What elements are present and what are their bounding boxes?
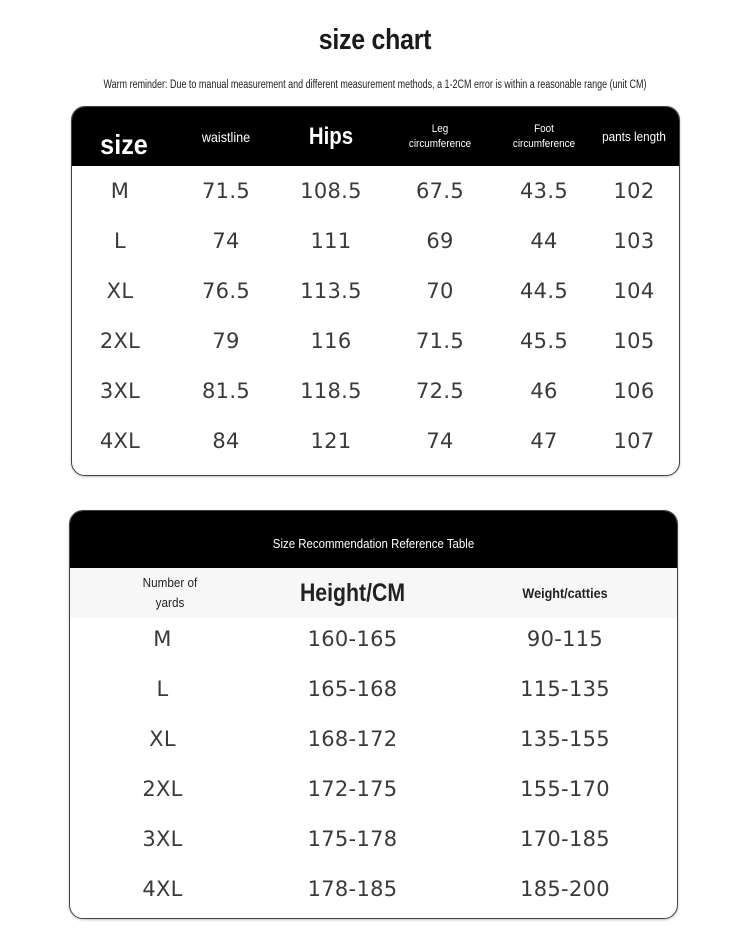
cell-height: 172-175: [307, 777, 398, 801]
cell-leg-circumference: 67.5: [416, 179, 464, 203]
cell-waistline: 81.5: [202, 379, 250, 403]
cell-foot-circumference: 43.5: [520, 179, 568, 203]
cell-yards: 2XL: [142, 777, 183, 801]
header-foot-circumference: [499, 107, 589, 166]
table-row: [70, 664, 677, 714]
cell-pants-length: 105: [613, 329, 655, 353]
cell-leg-circumference: 70: [426, 279, 454, 303]
cell-pants-length: 104: [613, 279, 655, 303]
cell-size: 2XL: [99, 329, 141, 353]
cell-waistline: 76.5: [202, 279, 250, 303]
size-table: [71, 106, 680, 476]
cell-height: 165-168: [307, 677, 398, 701]
recommendation-table: [69, 510, 678, 919]
cell-height: 168-172: [307, 727, 398, 751]
cell-leg-circumference: 74: [426, 429, 454, 453]
cell-height: 178-185: [307, 877, 398, 901]
cell-leg-circumference: 69: [426, 229, 454, 253]
cell-foot-circumference: 44: [530, 229, 558, 253]
cell-yards: L: [156, 677, 169, 701]
cell-weight: 185-200: [520, 877, 610, 901]
header-leg-line1: Leg: [431, 122, 449, 135]
cell-hips: 113.5: [300, 279, 362, 303]
header-waistline: waistline: [201, 128, 251, 145]
table-row: [72, 166, 679, 216]
table-row: [72, 316, 679, 366]
header-leg-line2: circumference: [408, 137, 472, 150]
table-row: [72, 216, 679, 266]
header-yards-line1: Number of: [142, 575, 198, 590]
cell-weight: 155-170: [520, 777, 610, 801]
header-height: Height/CM: [299, 578, 406, 607]
cell-weight: 135-155: [520, 727, 610, 751]
header-weight: Weight/catties: [522, 585, 608, 601]
cell-waistline: 79: [212, 329, 240, 353]
cell-height: 175-178: [307, 827, 398, 851]
table-row: [70, 814, 677, 864]
header-size: size: [100, 128, 148, 160]
cell-foot-circumference: 45.5: [520, 329, 568, 353]
cell-waistline: 84: [212, 429, 240, 453]
recommendation-subheader: [70, 568, 677, 618]
cell-yards: 3XL: [142, 827, 183, 851]
cell-hips: 108.5: [300, 179, 362, 203]
table-row: [70, 714, 677, 764]
cell-yards: M: [153, 627, 172, 651]
cell-weight: 115-135: [520, 677, 610, 701]
cell-weight: 90-115: [526, 627, 604, 651]
cell-waistline: 71.5: [202, 179, 250, 203]
cell-weight: 170-185: [520, 827, 610, 851]
table-row: [70, 864, 677, 914]
cell-hips: 118.5: [300, 379, 362, 403]
cell-foot-circumference: 44.5: [520, 279, 568, 303]
recommendation-table-title: Size Recommendation Reference Table: [272, 536, 475, 551]
table-row: [70, 614, 677, 664]
table-row: [72, 366, 679, 416]
cell-pants-length: 103: [613, 229, 655, 253]
warm-reminder: Warm reminder: Due to manual measurement and different measurement methods, a 1-2CM error is within a reasonable range (unit CM): [103, 79, 647, 91]
cell-yards: 4XL: [142, 877, 183, 901]
cell-leg-circumference: 71.5: [416, 329, 464, 353]
cell-foot-circumference: 47: [530, 429, 558, 453]
cell-yards: XL: [149, 727, 176, 751]
table-row: [70, 764, 677, 814]
cell-height: 160-165: [307, 627, 398, 651]
cell-pants-length: 106: [613, 379, 655, 403]
cell-hips: 111: [310, 229, 352, 253]
cell-pants-length: 102: [613, 179, 655, 203]
cell-size: 3XL: [99, 379, 141, 403]
cell-pants-length: 107: [613, 429, 655, 453]
header-pants-length: pants length: [602, 129, 666, 144]
cell-leg-circumference: 72.5: [416, 379, 464, 403]
table-row: [72, 266, 679, 316]
cell-size: M: [110, 179, 130, 203]
cell-size: XL: [106, 279, 134, 303]
cell-hips: 121: [310, 429, 352, 453]
header-hips: Hips: [308, 122, 354, 150]
header-yards-line2: yards: [155, 595, 185, 610]
page-title: size chart: [318, 24, 432, 56]
cell-size: L: [114, 229, 126, 253]
cell-hips: 116: [310, 329, 352, 353]
cell-size: 4XL: [99, 429, 141, 453]
header-foot-line2: circumference: [512, 137, 576, 150]
cell-foot-circumference: 46: [530, 379, 558, 403]
table-row: [72, 416, 679, 466]
size-table-header: [72, 107, 679, 166]
header-leg-circumference: [391, 107, 488, 166]
header-foot-line1: Foot: [534, 122, 554, 135]
header-number-of-yards: [116, 568, 224, 618]
cell-waistline: 74: [212, 229, 240, 253]
recommendation-table-header: [70, 511, 677, 568]
